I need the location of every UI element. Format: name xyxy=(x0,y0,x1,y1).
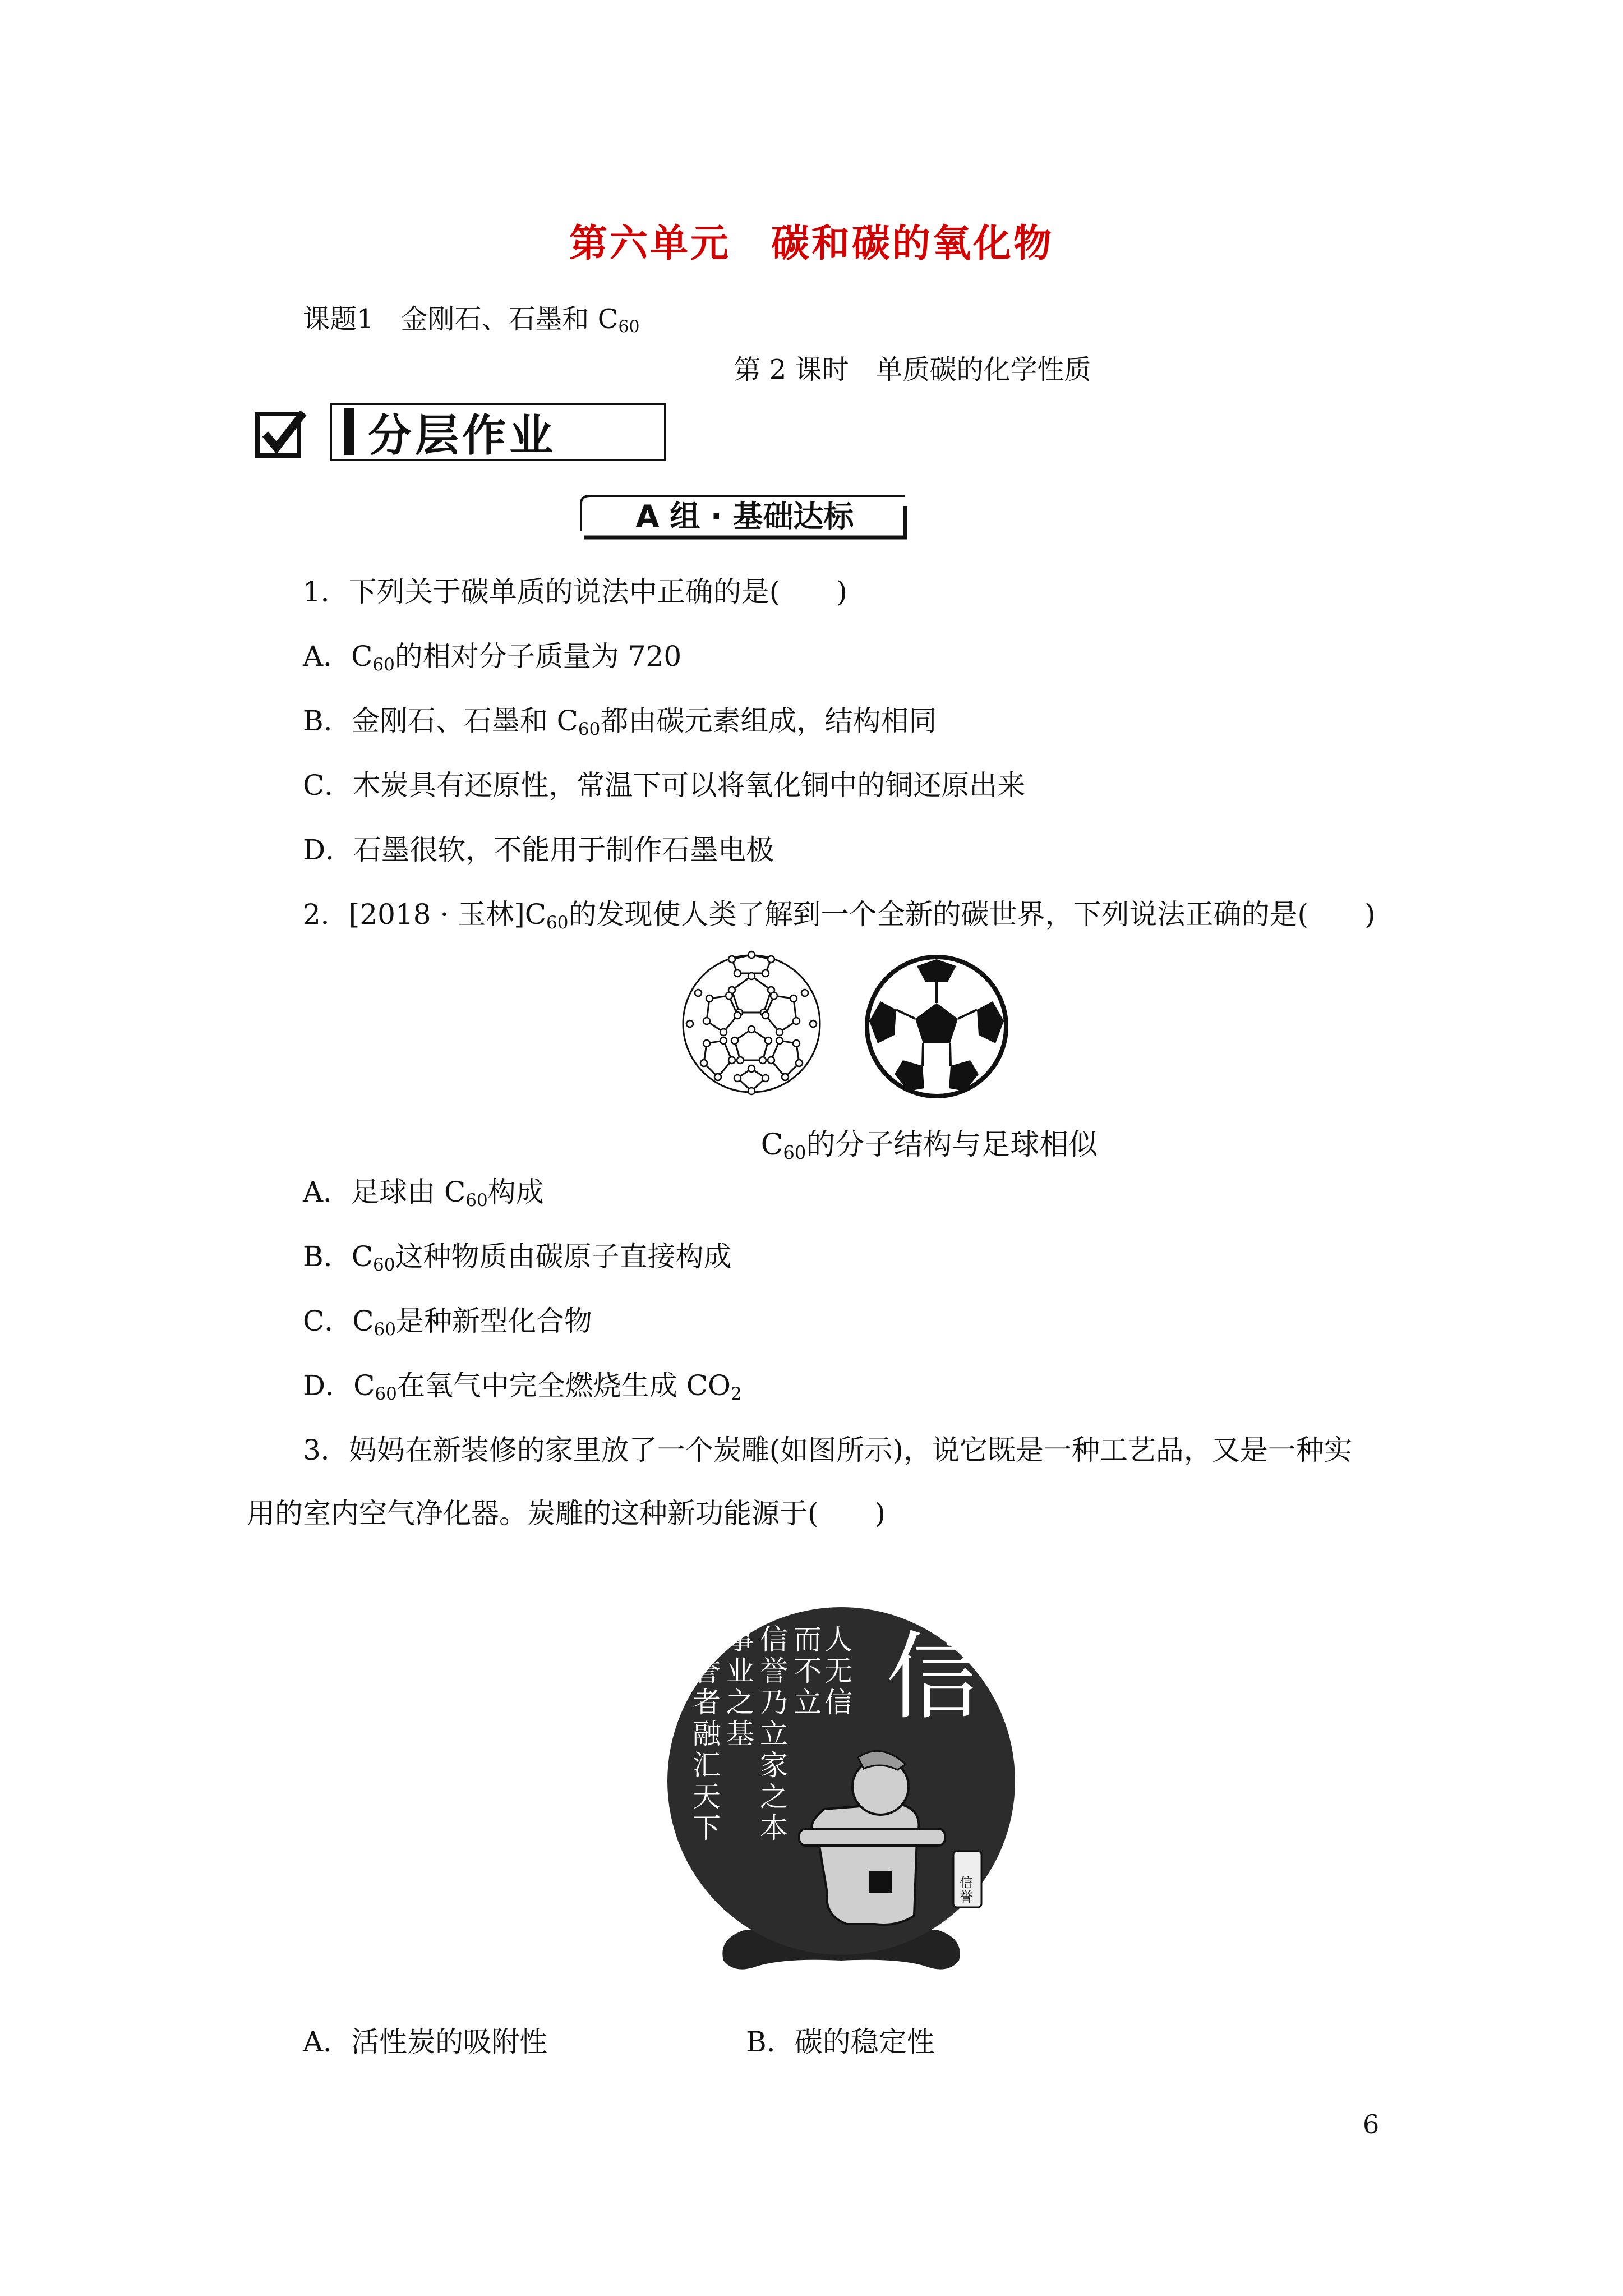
q3-stem-line2: 用的室内空气净化器。炭雕的这种新功能源于( ) xyxy=(247,1497,886,1530)
q3-option-a: A．活性炭的吸附性 xyxy=(303,2026,548,2058)
carving-tag: 信誉 xyxy=(960,1875,973,1905)
q2-option-b: B．$C_{60}$这种物质由碳原子直接构成 xyxy=(303,1240,732,1275)
checkbox-icon xyxy=(255,408,307,460)
q2-option-d: D．$C_{60}$在氧气中完全燃烧生成 $CO_2$ xyxy=(303,1369,742,1404)
unit-title: 第六单元 碳和碳的氧化物 xyxy=(569,222,1054,266)
q1-option-a: A．$C_{60}$的相对分子质量为 720 xyxy=(303,640,682,675)
q3-stem-line1: 3．妈妈在新装修的家里放了一个炭雕(如图所示)，说它既是一种工艺品，又是一种实 xyxy=(303,1434,1352,1466)
soccer-ball-icon xyxy=(864,954,1009,1099)
group-label: A 组 · 基础达标 xyxy=(635,499,854,534)
q2-option-c: C．$C_{60}$是种新型化合物 xyxy=(303,1305,592,1340)
carving-col-3: 信誉乃立家之本 xyxy=(760,1623,788,1844)
carving-big-char: 信 xyxy=(886,1622,982,1733)
q1-stem: 1．下列关于碳单质的说法中正确的是( ) xyxy=(303,576,847,608)
carving-col-5: 信誉者融汇天下 xyxy=(693,1623,721,1844)
q1-option-d: D．石墨很软，不能用于制作石墨电极 xyxy=(303,834,774,866)
homework-banner xyxy=(330,403,666,461)
carving-col-1: 人无信 xyxy=(824,1623,852,1719)
carbon-carving-image xyxy=(634,1602,1049,1994)
q2-stem: 2．[2018 · 玉林]$C_{60}$的发现使人类了解到一个全新的碳世界，下列说法正确的是( ) xyxy=(303,898,1376,933)
page-number: 6 xyxy=(1363,2109,1380,2139)
carving-col-4: 事业之基 xyxy=(726,1623,754,1750)
c60-molecule-icon xyxy=(676,948,827,1099)
period-title: 第 2 课时 单质碳的化学性质 xyxy=(734,354,1091,385)
lesson-title: 课题1 金刚石、石墨和 $C_{60}$ xyxy=(303,303,640,337)
banner-label: 分层作业 xyxy=(368,411,557,461)
figure-caption: $C_{60}$的分子结构与足球相似 xyxy=(760,1128,1098,1164)
q2-option-a: A．足球由 $C_{60}$构成 xyxy=(303,1176,544,1211)
group-tag xyxy=(577,491,913,542)
q3-option-b: B．碳的稳定性 xyxy=(746,2026,935,2058)
q1-option-c: C．木炭具有还原性，常温下可以将氧化铜中的铜还原出来 xyxy=(303,769,1026,802)
banner-bar xyxy=(344,408,354,455)
carving-col-2: 而不立 xyxy=(794,1623,822,1719)
q1-option-b: B．金刚石、石墨和 $C_{60}$都由碳元素组成，结构相同 xyxy=(303,705,937,739)
